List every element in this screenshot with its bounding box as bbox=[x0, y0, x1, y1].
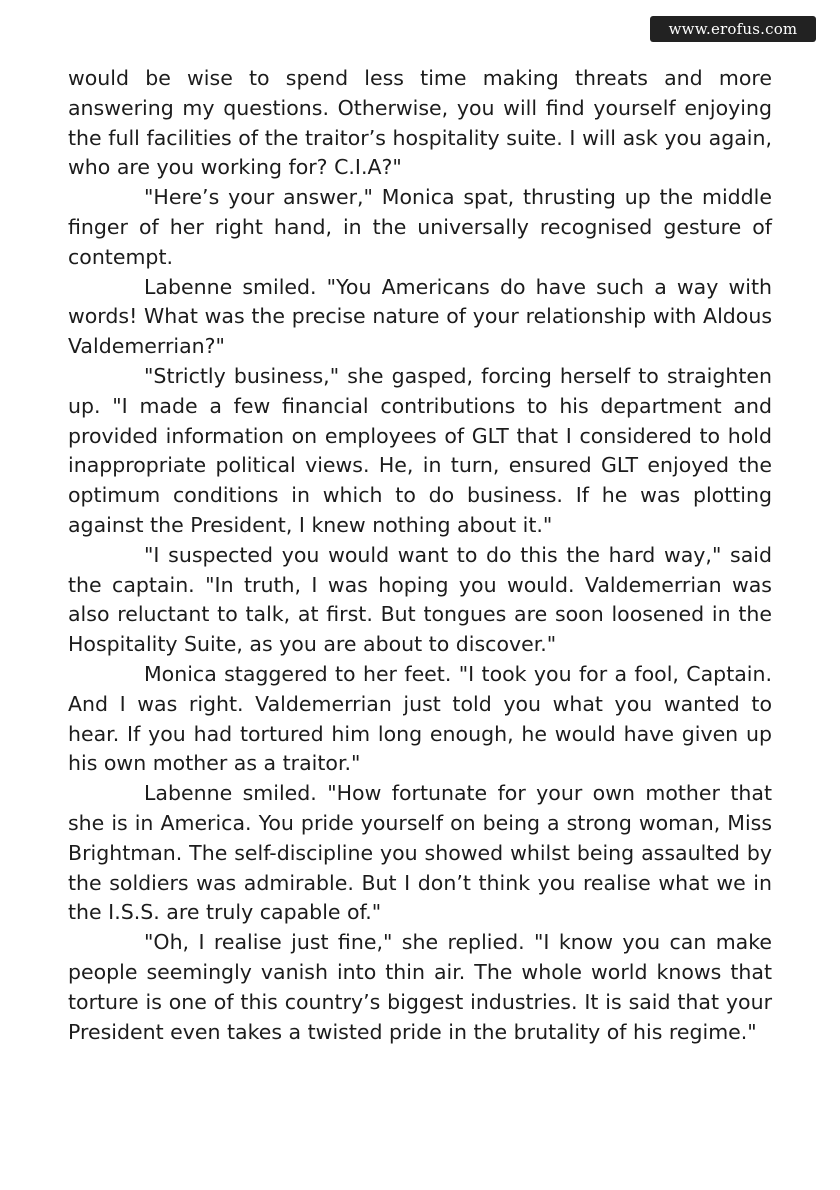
watermark-label: www.erofus.com bbox=[650, 16, 816, 42]
paragraph: Monica staggered to her feet. "I took you for a fool, Captain. And I was right. Valdemerrian just told you what you wanted to hear. If you had tortured him long enough, he would have given up his own mother as a traitor." bbox=[68, 661, 772, 776]
paragraph: "Here’s your answer," Monica spat, thrusting up the middle finger of her right hand, in the universally recognised gesture of contempt. bbox=[68, 185, 772, 269]
paragraph: Labenne smiled. "How fortunate for your own mother that she is in America. You pride yourself on being a strong woman, Miss Brightman. The self-discipline you showed whilst being assaulted by the soldiers was admirable. But I don’t think you realise what we in the I.S.S. are truly capable of." bbox=[68, 781, 772, 925]
paragraph: "Strictly business," she gasped, forcing herself to straighten up. "I made a few financial contributions to his department and provided information on employees of GLT that I considered to hold inappropriate political views. He, in turn, ensured GLT enjoyed the optimum conditions in which to do business. If he was plotting against the President, I knew nothing about it." bbox=[68, 363, 772, 537]
paragraph: "Oh, I realise just fine," she replied. "I know you can make people seemingly vanish into thin air. The whole world knows that torture is one of this country’s biggest industries. It is said that your President even takes a twisted pride in the brutality of his regime." bbox=[68, 930, 772, 1044]
paragraph: "I suspected you would want to do this the hard way," said the captain. "In truth, I was hoping you would. Valdemerrian was also reluctant to talk, at first. But tongues are soon loosened in the Hospitality Suite, as you are about to discover." bbox=[68, 542, 772, 657]
paragraph: would be wise to spend less time making threats and more answering my questions. Otherwise, you will find yourself enjoying the full facilities of the traitor’s hospitality suite. I will ask you again, who are you working for? C.I.A?" bbox=[68, 66, 772, 180]
page-body bbox=[68, 64, 772, 1047]
paragraph: Labenne smiled. "You Americans do have such a way with words! What was the precise nature of your relationship with Aldous Valdemerrian?" bbox=[68, 274, 772, 359]
